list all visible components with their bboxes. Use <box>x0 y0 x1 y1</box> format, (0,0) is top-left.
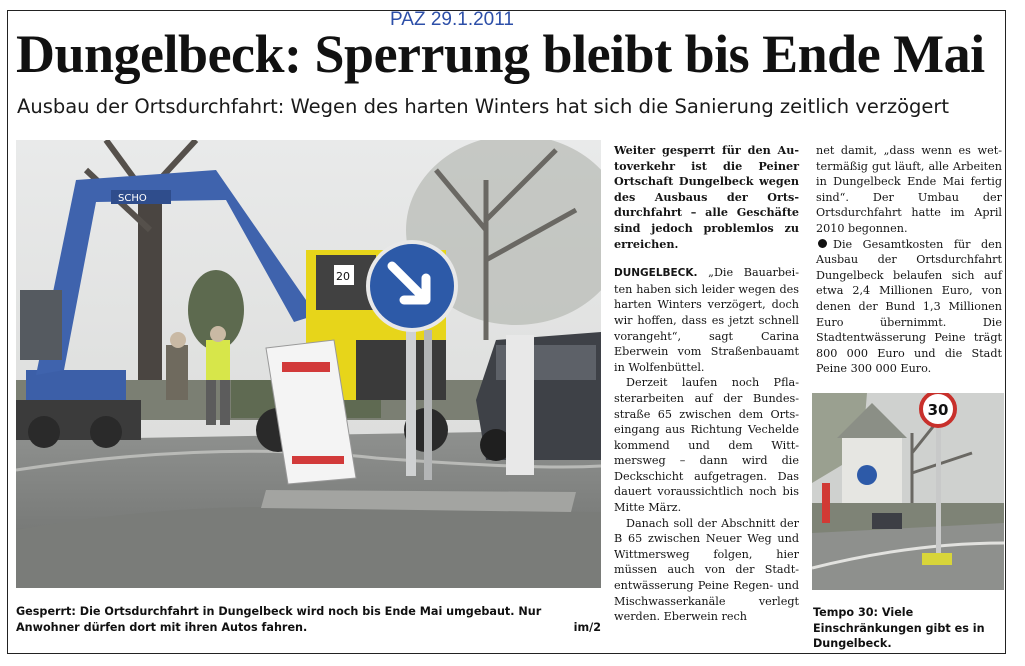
article-column-2 <box>816 143 1002 377</box>
article-paragraph-4: net damit, „dass wenn es wettermäßig gut läuft, alle Arbeiten in Dungelbeck Ende Mai fertig sind“. Der Umbau der Ortsdurchfahrt hatte im April 2010 begonnen. <box>816 144 1002 235</box>
truck-plate: 20 <box>336 270 350 283</box>
dateline: DUNGELBECK. <box>614 267 698 280</box>
article-paragraph-1: „Die Bauarbeiten haben sich leider wegen des harten Winters verzögert, doch wir hoffen, dass es jetzt schnell vorangeht“, sagt Carina Eberwein vom Straßenbauamt in Wolfenbüttel. <box>614 266 799 374</box>
machine-label: SCHO <box>118 193 147 204</box>
bullet-icon <box>818 239 827 248</box>
photo-credit: im/2 <box>573 620 601 634</box>
construction-scene-illustration <box>16 140 601 588</box>
article-lead: Weiter gesperrt für den Autoverkehr ist die Peiner Ortschaft Dungelbeck wegen des Ausbaus der Ortsdurchfahrt – alle Geschäfte sind jedoch problemlos zu erreichen. <box>614 143 799 251</box>
main-caption-text: Gesperrt: Die Ortsdurchfahrt in Dungelbeck wird noch bis Ende Mai umgebaut. Nur Anwohner dürfen dort mit ihren Autos fahren. <box>16 605 542 634</box>
article-paragraph-5: Die Gesamtkosten für den Ausbau der Ortsdurchfahrt Dungelbeck belaufen sich auf etwa 2,4 Millionen Euro, von denen der Bund 1,3 Millionen Euro übernimmt. Die Stadtentwässerung Peine trägt 800 000 Euro und die Stadt Peine 300 000 Euro. <box>816 237 1002 376</box>
side-photo-caption: Tempo 30: Viele Einschränkungen gibt es in Dungelbeck. <box>813 606 985 650</box>
main-photo-caption <box>16 604 601 635</box>
source-stamp: PAZ 29.1.2011 <box>390 9 514 30</box>
speed-sign-number: 30 <box>927 401 949 419</box>
article-paragraph-2: Derzeit laufen noch Pflasterarbeiten auf der Bundesstraße 65 zwischen dem Ortseingang aus Richtung Vechelde kommend und dem Wittmersweg – dann wird die Deckschicht aufgetragen. Das dauert voraussichtlich noch bis Mitte März. <box>614 376 799 515</box>
subheadline: Ausbau der Ortsdurchfahrt: Wegen des harten Winters hat sich die Sanierung zeitlich verzögert <box>17 95 950 118</box>
main-photo <box>16 140 601 588</box>
article-column-1 <box>614 143 799 625</box>
speed-limit-scene-illustration <box>812 393 1004 590</box>
headline: Dungelbeck: Sperrung bleibt bis Ende Mai <box>16 24 985 84</box>
side-photo <box>812 393 1004 590</box>
article-paragraph-3: Danach soll der Abschnitt der B 65 zwischen Neuer Weg und Wittmersweg folgen, hier müssen auch von der Stadtentwässerung Peine Regen- und Mischwasserkanäle verlegt werden. Eberwein rech <box>614 516 799 624</box>
